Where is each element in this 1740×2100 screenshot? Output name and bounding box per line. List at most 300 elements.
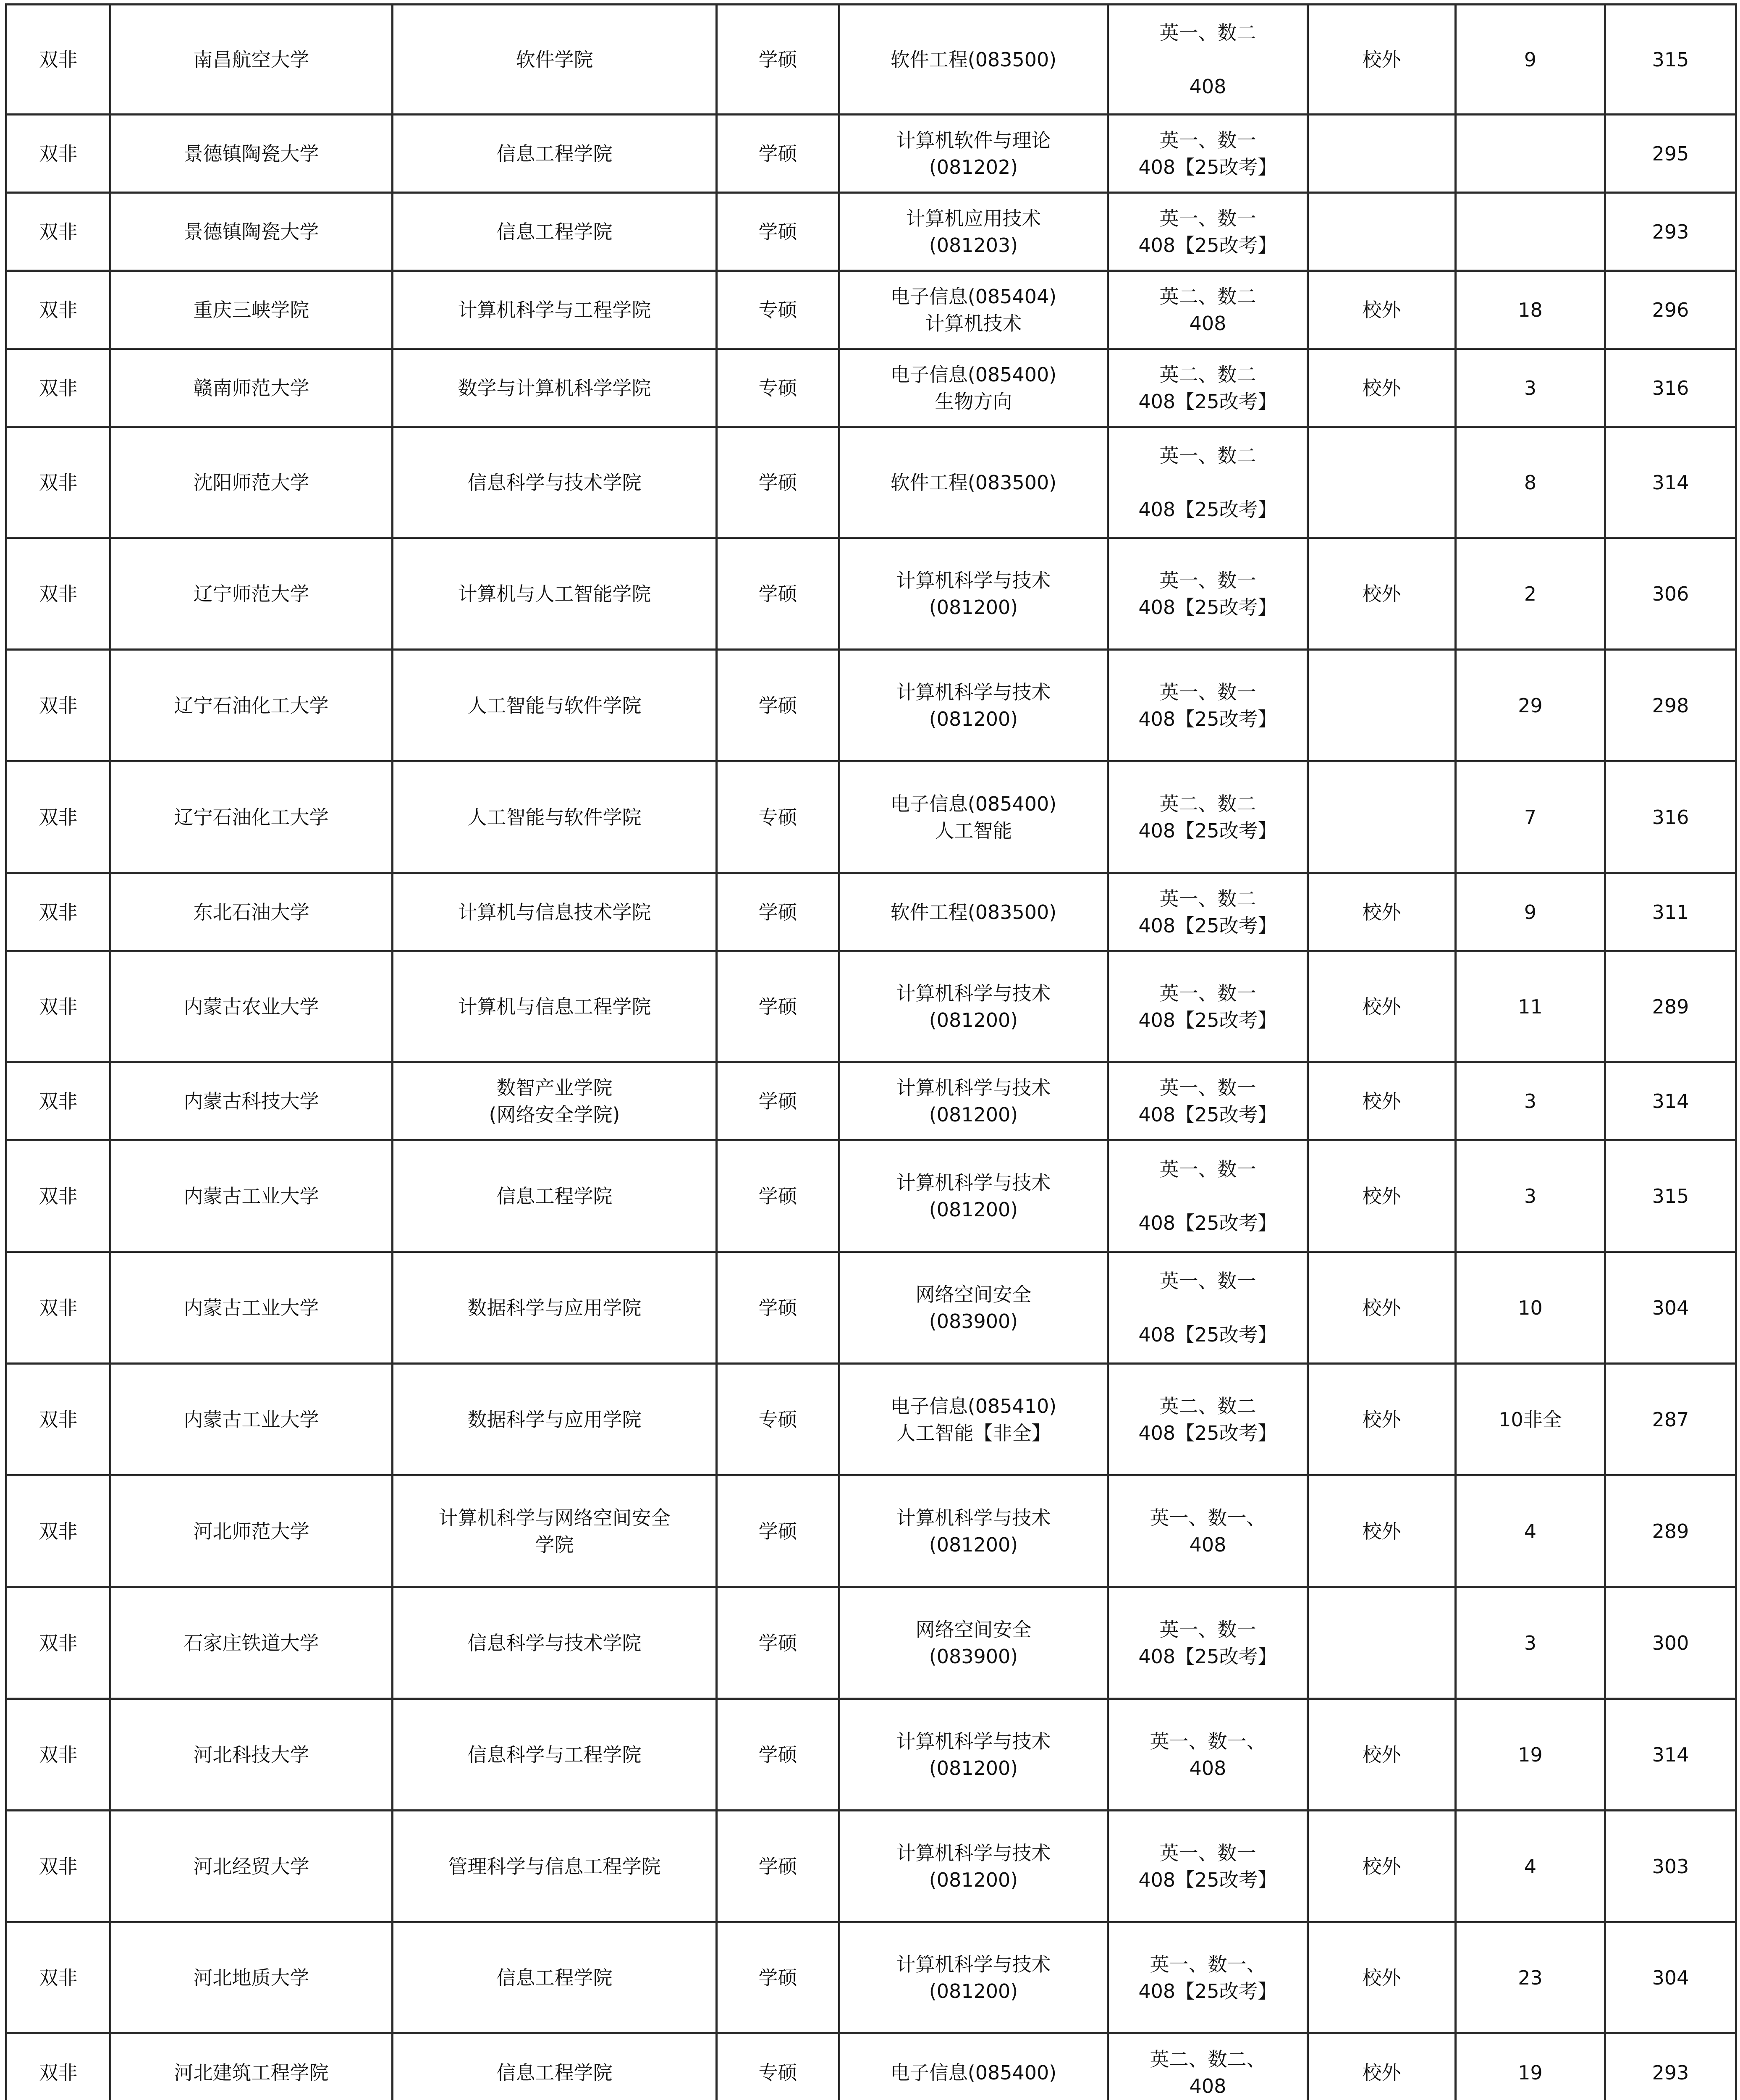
cell-college (393, 115, 717, 193)
cell-major-line: (083900) (929, 1645, 1018, 1668)
cell-study-mode-text: 校外 (1362, 582, 1401, 605)
cell-tier-text: 双非 (39, 1089, 78, 1113)
cell-study-mode-text: 校外 (1362, 1855, 1401, 1878)
cell-tier-text: 双非 (39, 995, 78, 1018)
cell-major-line: 软件工程(083500) (890, 48, 1057, 71)
cell-enrollment-count-text: 3 (1524, 1631, 1537, 1654)
cell-degree-type (717, 538, 839, 650)
cell-enrollment-count (1456, 349, 1605, 427)
cell-college-line: 计算机与信息工程学院 (458, 995, 651, 1018)
cell-major (839, 427, 1108, 538)
cell-exam-subjects (1108, 1364, 1308, 1475)
cell-exam-subjects-line: 408 (1189, 75, 1226, 98)
cell-exam-subjects-line: 英一、数一、 (1150, 1953, 1266, 1976)
cell-degree-type (717, 271, 839, 349)
cell-major-line: 电子信息(085400) (890, 363, 1057, 386)
cell-degree-type (717, 1811, 839, 1922)
cell-tier (6, 1364, 110, 1475)
cell-tier (6, 1587, 110, 1699)
cell-study-mode-text: 校外 (1362, 1184, 1401, 1208)
cell-score-text: 293 (1652, 220, 1689, 243)
cell-study-mode (1308, 349, 1456, 427)
cell-tier (6, 5, 110, 115)
cell-degree-type (717, 427, 839, 538)
cell-score (1605, 538, 1736, 650)
cell-exam-subjects (1108, 271, 1308, 349)
cell-study-mode-text: 校外 (1362, 1089, 1401, 1113)
cell-major-line: 电子信息(085400) (890, 792, 1057, 815)
cell-exam-subjects-line: 408【25改考】 (1138, 1421, 1277, 1444)
cell-tier-text: 双非 (39, 1184, 78, 1208)
cell-tier-text: 双非 (39, 48, 78, 71)
table-row (6, 650, 1736, 761)
cell-school-text: 辽宁石油化工大学 (174, 694, 329, 717)
cell-degree-type-text: 学硕 (758, 995, 797, 1018)
cell-tier (6, 193, 110, 271)
cell-degree-type (717, 1587, 839, 1699)
cell-score-text: 300 (1652, 1631, 1689, 1654)
table-row (6, 1811, 1736, 1922)
cell-exam-subjects-line: 英一、数一 (1159, 129, 1256, 152)
cell-degree-type-text: 学硕 (758, 1855, 797, 1878)
cell-major (839, 873, 1108, 951)
cell-college (393, 1252, 717, 1364)
cell-major-line: (081200) (929, 1103, 1018, 1126)
cell-score (1605, 2033, 1736, 2100)
cell-study-mode (1308, 5, 1456, 115)
cell-major-line: 网络空间安全 (915, 1618, 1032, 1641)
cell-score-text: 311 (1652, 900, 1689, 924)
table-row (6, 271, 1736, 349)
cell-college (393, 271, 717, 349)
cell-major (839, 1811, 1108, 1922)
cell-major-line: (081200) (929, 1008, 1018, 1032)
cell-school-text: 内蒙古农业大学 (183, 995, 319, 1018)
cell-tier-text: 双非 (39, 694, 78, 717)
cell-college-line: 计算机与人工智能学院 (458, 582, 651, 605)
admission-table-container (5, 3, 1735, 2100)
cell-degree-type (717, 1062, 839, 1140)
cell-score (1605, 1811, 1736, 1922)
cell-exam-subjects-line: 408【25改考】 (1138, 1979, 1277, 2003)
cell-major (839, 2033, 1108, 2100)
table-row (6, 1062, 1736, 1140)
cell-tier-text: 双非 (39, 1855, 78, 1878)
cell-degree-type-text: 专硕 (758, 376, 797, 399)
cell-score (1605, 5, 1736, 115)
cell-college (393, 873, 717, 951)
cell-exam-subjects-line (1112, 1183, 1303, 1210)
cell-school-text: 内蒙古工业大学 (183, 1184, 319, 1208)
cell-tier-text: 双非 (39, 1408, 78, 1431)
cell-enrollment-count-text: 19 (1518, 1743, 1543, 1766)
cell-school-text: 内蒙古科技大学 (183, 1089, 319, 1113)
cell-major-line: 电子信息(085400) (890, 2061, 1057, 2084)
cell-study-mode (1308, 1364, 1456, 1475)
cell-exam-subjects-line: 英一、数一 (1159, 680, 1256, 704)
cell-major (839, 1922, 1108, 2033)
cell-exam-subjects-line: 408【25改考】 (1138, 1868, 1277, 1891)
cell-major-line: (081200) (929, 1979, 1018, 2003)
cell-study-mode-text: 校外 (1362, 995, 1401, 1018)
cell-score (1605, 1475, 1736, 1587)
admission-table (5, 3, 1737, 2100)
cell-score (1605, 951, 1736, 1062)
cell-school (110, 873, 393, 951)
cell-enrollment-count-text: 18 (1518, 298, 1543, 321)
cell-score-text: 303 (1652, 1855, 1689, 1878)
cell-degree-type-text: 学硕 (758, 48, 797, 71)
cell-school (110, 1475, 393, 1587)
cell-tier-text: 双非 (39, 1296, 78, 1319)
cell-score-text: 304 (1652, 1296, 1689, 1319)
cell-study-mode (1308, 193, 1456, 271)
cell-college-line: 管理科学与信息工程学院 (448, 1855, 661, 1878)
cell-degree-type-text: 学硕 (758, 900, 797, 924)
cell-school (110, 761, 393, 873)
cell-major-line: (081203) (929, 234, 1018, 257)
cell-study-mode-text: 校外 (1362, 376, 1401, 399)
cell-tier (6, 873, 110, 951)
cell-degree-type-text: 学硕 (758, 1631, 797, 1654)
cell-study-mode-text: 校外 (1362, 48, 1401, 71)
cell-exam-subjects (1108, 538, 1308, 650)
table-row (6, 1364, 1736, 1475)
cell-school-text: 河北师范大学 (193, 1520, 309, 1543)
cell-college (393, 427, 717, 538)
cell-major-line: 生物方向 (935, 390, 1012, 413)
table-row (6, 1699, 1736, 1811)
cell-enrollment-count (1456, 2033, 1605, 2100)
cell-score-text: 314 (1652, 471, 1689, 494)
cell-tier-text: 双非 (39, 298, 78, 321)
cell-tier (6, 1922, 110, 2033)
cell-enrollment-count (1456, 1140, 1605, 1252)
cell-enrollment-count (1456, 1364, 1605, 1475)
cell-tier-text: 双非 (39, 471, 78, 494)
cell-major-line: (081200) (929, 1868, 1018, 1891)
cell-major-line: (081200) (929, 1756, 1018, 1780)
cell-enrollment-count (1456, 1475, 1605, 1587)
cell-exam-subjects-line: 408【25改考】 (1138, 1211, 1277, 1234)
cell-enrollment-count-text: 4 (1524, 1520, 1537, 1543)
cell-score-text: 296 (1652, 298, 1689, 321)
cell-school (110, 2033, 393, 2100)
cell-major-line: 人工智能【非全】 (896, 1421, 1051, 1444)
cell-degree-type (717, 349, 839, 427)
cell-degree-type-text: 学硕 (758, 694, 797, 717)
cell-school-text: 河北经贸大学 (193, 1855, 309, 1878)
cell-study-mode (1308, 1062, 1456, 1140)
cell-degree-type (717, 873, 839, 951)
cell-exam-subjects (1108, 1140, 1308, 1252)
cell-college (393, 1140, 717, 1252)
cell-degree-type-text: 学硕 (758, 1184, 797, 1208)
cell-enrollment-count-text: 10非全 (1499, 1408, 1562, 1431)
cell-study-mode (1308, 1252, 1456, 1364)
cell-score (1605, 349, 1736, 427)
cell-school (110, 1252, 393, 1364)
table-body (6, 5, 1736, 2100)
cell-degree-type-text: 学硕 (758, 1089, 797, 1113)
cell-school-text: 沈阳师范大学 (193, 471, 309, 494)
cell-school (110, 271, 393, 349)
cell-exam-subjects-line (1112, 1294, 1303, 1321)
cell-study-mode (1308, 115, 1456, 193)
cell-degree-type (717, 5, 839, 115)
cell-school (110, 1922, 393, 2033)
cell-tier (6, 1252, 110, 1364)
cell-score-text: 316 (1652, 376, 1689, 399)
cell-college (393, 1699, 717, 1811)
cell-major (839, 538, 1108, 650)
cell-degree-type-text: 学硕 (758, 1520, 797, 1543)
cell-exam-subjects (1108, 1922, 1308, 2033)
cell-exam-subjects-line: 英一、数一 (1159, 569, 1256, 592)
cell-college-line: 信息工程学院 (496, 142, 613, 165)
cell-tier-text: 双非 (39, 900, 78, 924)
cell-major (839, 650, 1108, 761)
cell-enrollment-count (1456, 1922, 1605, 2033)
cell-enrollment-count-text: 3 (1524, 1089, 1537, 1113)
cell-study-mode (1308, 761, 1456, 873)
cell-tier-text: 双非 (39, 142, 78, 165)
cell-college (393, 650, 717, 761)
cell-exam-subjects (1108, 349, 1308, 427)
cell-study-mode-text: 校外 (1362, 1966, 1401, 1989)
cell-college-line: 计算机科学与工程学院 (458, 298, 651, 321)
cell-major-line: (081202) (929, 155, 1018, 178)
cell-exam-subjects-line: 英一、数一 (1159, 1269, 1256, 1292)
table-row (6, 1140, 1736, 1252)
cell-exam-subjects-line: 408【25改考】 (1138, 498, 1277, 521)
cell-study-mode-text: 校外 (1362, 1520, 1401, 1543)
cell-enrollment-count-text: 3 (1524, 376, 1537, 399)
cell-score (1605, 271, 1736, 349)
cell-enrollment-count (1456, 1699, 1605, 1811)
cell-college (393, 1811, 717, 1922)
cell-degree-type-text: 学硕 (758, 1966, 797, 1989)
cell-score (1605, 193, 1736, 271)
cell-score (1605, 427, 1736, 538)
cell-college-line: 信息工程学院 (496, 2061, 613, 2084)
cell-degree-type (717, 1699, 839, 1811)
cell-degree-type (717, 650, 839, 761)
cell-study-mode-text: 校外 (1362, 298, 1401, 321)
cell-score (1605, 650, 1736, 761)
cell-study-mode (1308, 271, 1456, 349)
cell-exam-subjects-line: 408【25改考】 (1138, 1645, 1277, 1668)
cell-exam-subjects (1108, 1811, 1308, 1922)
cell-school (110, 951, 393, 1062)
cell-exam-subjects-line: 英二、数二 (1159, 285, 1256, 308)
cell-degree-type-text: 学硕 (758, 1743, 797, 1766)
cell-enrollment-count (1456, 193, 1605, 271)
cell-enrollment-count (1456, 1811, 1605, 1922)
cell-major (839, 1699, 1108, 1811)
cell-college-line: 信息科学与技术学院 (467, 471, 642, 494)
cell-score-text: 314 (1652, 1089, 1689, 1113)
cell-major-line: 计算机科学与技术 (896, 1841, 1051, 1864)
cell-tier (6, 1140, 110, 1252)
cell-college (393, 1364, 717, 1475)
cell-exam-subjects (1108, 951, 1308, 1062)
cell-exam-subjects (1108, 1475, 1308, 1587)
cell-major-line: (083900) (929, 1310, 1018, 1333)
cell-tier-text: 双非 (39, 582, 78, 605)
cell-tier (6, 115, 110, 193)
cell-major-line: 计算机科学与技术 (896, 1171, 1051, 1194)
cell-tier (6, 1699, 110, 1811)
cell-enrollment-count-text: 4 (1524, 1855, 1537, 1878)
cell-tier (6, 650, 110, 761)
cell-enrollment-count-text: 29 (1518, 694, 1543, 717)
cell-college-line: 信息工程学院 (496, 1966, 613, 1989)
cell-study-mode (1308, 427, 1456, 538)
cell-degree-type-text: 专硕 (758, 298, 797, 321)
cell-school (110, 115, 393, 193)
cell-exam-subjects-line: 408【25改考】 (1138, 707, 1277, 730)
cell-exam-subjects-line: 408 (1189, 2074, 1226, 2097)
cell-college (393, 538, 717, 650)
cell-exam-subjects-line: 英一、数一、 (1150, 1506, 1266, 1529)
cell-enrollment-count-text: 9 (1524, 900, 1537, 924)
cell-college-line: 人工智能与软件学院 (467, 694, 642, 717)
cell-enrollment-count (1456, 1062, 1605, 1140)
cell-exam-subjects-line: 408【25改考】 (1138, 155, 1277, 178)
cell-tier-text: 双非 (39, 1743, 78, 1766)
cell-score-text: 306 (1652, 582, 1689, 605)
cell-exam-subjects (1108, 650, 1308, 761)
cell-study-mode (1308, 650, 1456, 761)
cell-college (393, 349, 717, 427)
cell-school (110, 5, 393, 115)
cell-school (110, 1587, 393, 1699)
cell-college-line: 学院 (535, 1533, 574, 1556)
cell-school-text: 南昌航空大学 (193, 48, 309, 71)
cell-degree-type-text: 专硕 (758, 806, 797, 829)
cell-study-mode (1308, 538, 1456, 650)
cell-degree-type (717, 1252, 839, 1364)
cell-college-line: 计算机科学与网络空间安全 (438, 1506, 671, 1529)
cell-major (839, 1364, 1108, 1475)
cell-major (839, 271, 1108, 349)
cell-major-line: 计算机应用技术 (906, 207, 1041, 230)
cell-college (393, 951, 717, 1062)
cell-school-text: 辽宁石油化工大学 (174, 806, 329, 829)
table-row (6, 1252, 1736, 1364)
cell-major-line: (081200) (929, 1198, 1018, 1221)
cell-school (110, 1140, 393, 1252)
cell-exam-subjects (1108, 1062, 1308, 1140)
cell-college-line: 数据科学与应用学院 (467, 1408, 642, 1431)
cell-score (1605, 873, 1736, 951)
cell-college (393, 1475, 717, 1587)
cell-exam-subjects-line: 英一、数一 (1159, 982, 1256, 1005)
cell-study-mode-text: 校外 (1362, 900, 1401, 924)
cell-exam-subjects-line: 英一、数二 (1159, 21, 1256, 44)
table-row (6, 115, 1736, 193)
cell-enrollment-count (1456, 427, 1605, 538)
cell-tier (6, 761, 110, 873)
table-row (6, 538, 1736, 650)
cell-major-line: 电子信息(085410) (890, 1394, 1057, 1418)
cell-study-mode (1308, 1811, 1456, 1922)
cell-score-text: 289 (1652, 995, 1689, 1018)
cell-score (1605, 1699, 1736, 1811)
cell-school-text: 河北地质大学 (193, 1966, 309, 1989)
cell-tier (6, 349, 110, 427)
cell-exam-subjects-line: 408【25改考】 (1138, 234, 1277, 257)
cell-school-text: 景德镇陶瓷大学 (183, 220, 319, 243)
cell-college-line: 软件学院 (516, 48, 593, 71)
cell-study-mode (1308, 2033, 1456, 2100)
cell-score (1605, 761, 1736, 873)
cell-degree-type-text: 学硕 (758, 582, 797, 605)
cell-college-line: 信息工程学院 (496, 1184, 613, 1208)
cell-score (1605, 1140, 1736, 1252)
cell-exam-subjects-line: 英一、数一 (1159, 207, 1256, 230)
cell-major-line: 计算机科学与技术 (896, 1730, 1051, 1753)
cell-score-text: 293 (1652, 2061, 1689, 2084)
cell-exam-subjects-line (1112, 46, 1303, 73)
cell-major (839, 1140, 1108, 1252)
cell-college-line: 数学与计算机科学学院 (458, 376, 651, 399)
cell-college-line: 人工智能与软件学院 (467, 806, 642, 829)
cell-major-line: 计算机科学与技术 (896, 680, 1051, 704)
cell-major-line: (081200) (929, 1533, 1018, 1556)
cell-exam-subjects (1108, 873, 1308, 951)
cell-school (110, 1062, 393, 1140)
cell-enrollment-count-text: 9 (1524, 48, 1537, 71)
cell-school-text: 重庆三峡学院 (193, 298, 309, 321)
cell-tier (6, 538, 110, 650)
cell-enrollment-count (1456, 115, 1605, 193)
cell-school-text: 内蒙古工业大学 (183, 1296, 319, 1319)
cell-school-text: 辽宁师范大学 (193, 582, 309, 605)
cell-exam-subjects-line (1112, 469, 1303, 496)
cell-enrollment-count-text: 11 (1518, 995, 1543, 1018)
cell-study-mode (1308, 1587, 1456, 1699)
table-row (6, 951, 1736, 1062)
cell-tier-text: 双非 (39, 376, 78, 399)
cell-degree-type (717, 951, 839, 1062)
cell-enrollment-count (1456, 951, 1605, 1062)
cell-major (839, 1475, 1108, 1587)
cell-exam-subjects-line: 英二、数二 (1159, 1394, 1256, 1418)
cell-tier-text: 双非 (39, 1966, 78, 1989)
cell-degree-type-text: 学硕 (758, 1296, 797, 1319)
cell-tier (6, 1062, 110, 1140)
cell-study-mode (1308, 1140, 1456, 1252)
cell-exam-subjects-line: 408【25改考】 (1138, 1103, 1277, 1126)
cell-college (393, 1587, 717, 1699)
cell-college (393, 761, 717, 873)
cell-score-text: 295 (1652, 142, 1689, 165)
cell-exam-subjects-line: 英一、数二 (1159, 887, 1256, 910)
cell-degree-type (717, 2033, 839, 2100)
cell-exam-subjects (1108, 427, 1308, 538)
cell-exam-subjects (1108, 1252, 1308, 1364)
cell-college (393, 5, 717, 115)
cell-enrollment-count-text: 23 (1518, 1966, 1543, 1989)
cell-exam-subjects-line: 英二、数二、 (1150, 2048, 1266, 2071)
table-row (6, 427, 1736, 538)
cell-school (110, 193, 393, 271)
cell-tier (6, 271, 110, 349)
cell-college-line: 计算机与信息技术学院 (458, 900, 651, 924)
cell-school-text: 石家庄铁道大学 (183, 1631, 319, 1654)
